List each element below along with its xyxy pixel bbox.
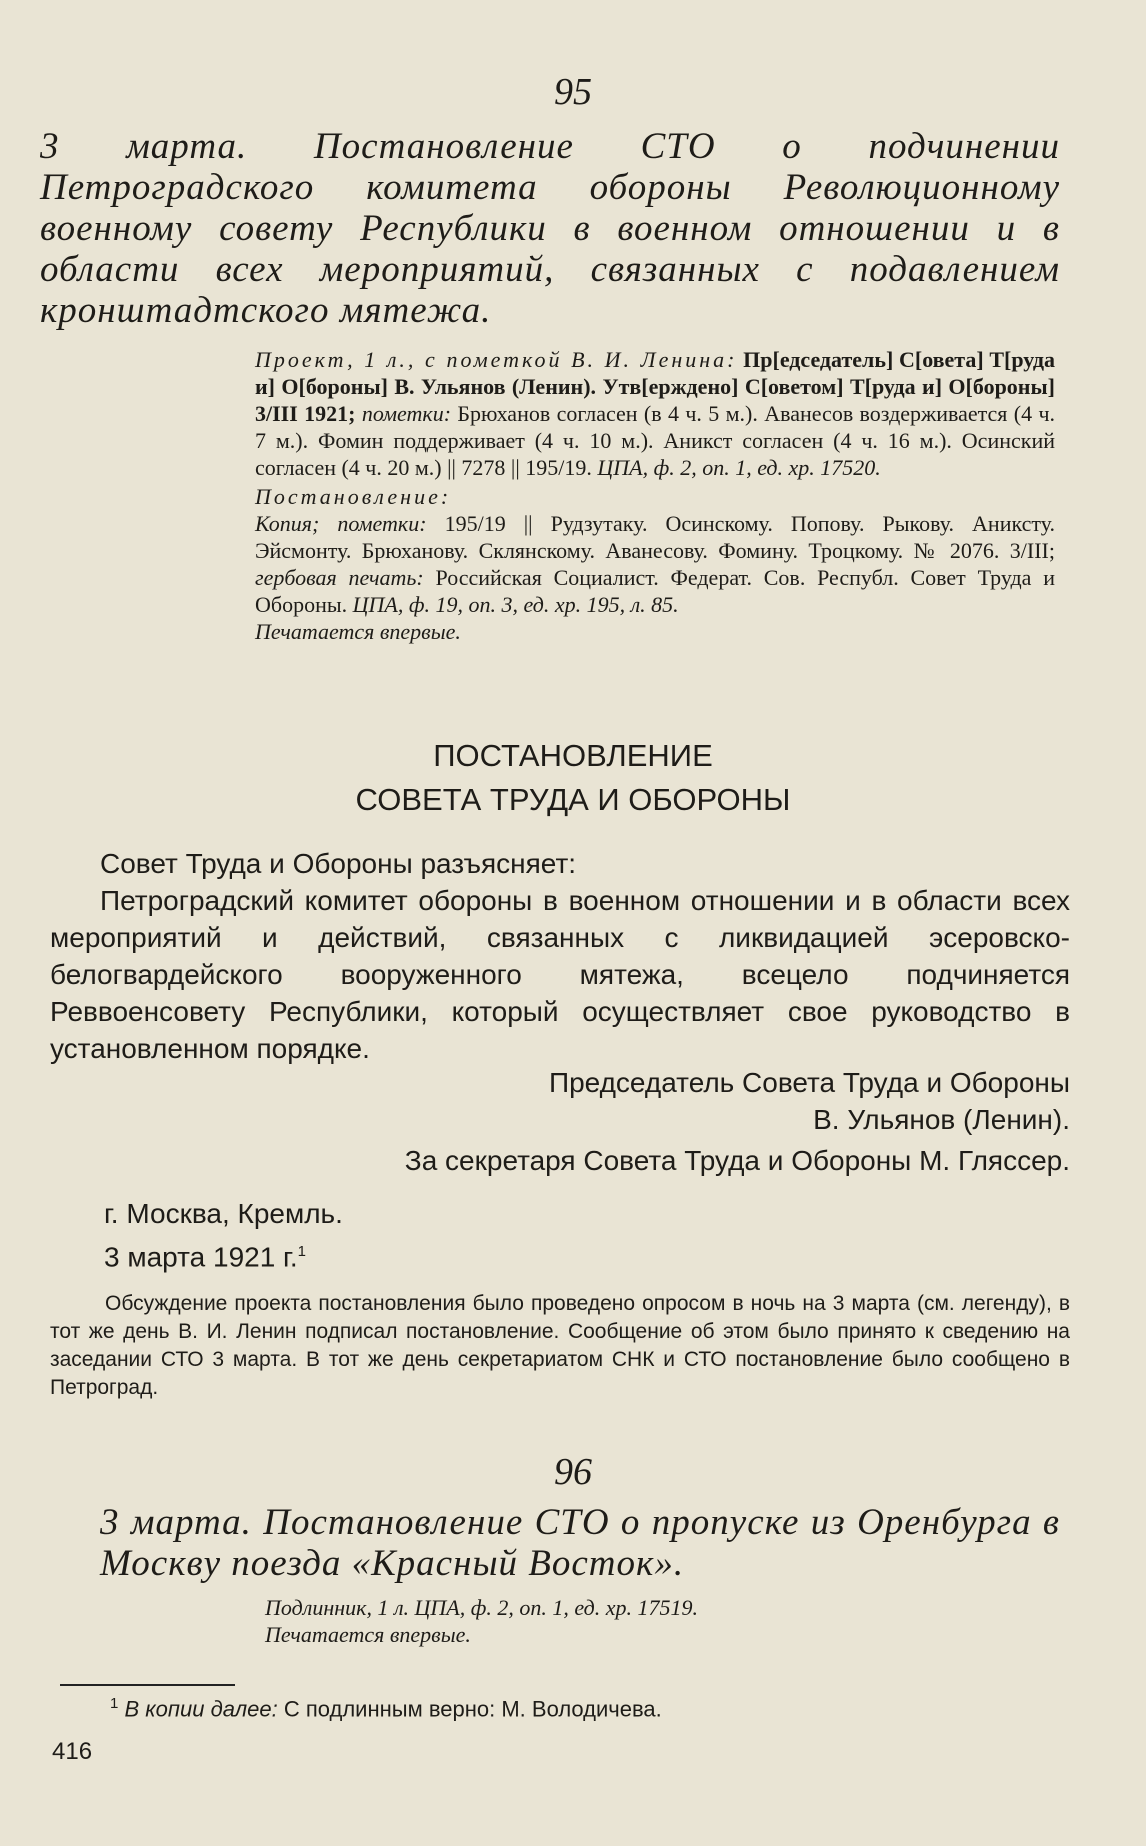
source-description [255,346,1055,645]
archive-ref: ЦПА, ф. 2, оп. 1, ед. хр. 17520. [597,455,881,480]
resolution-label: Постановление: [255,484,452,509]
resolution-body [50,845,1070,1067]
document-number: 96 [554,1451,592,1493]
body-paragraph: Петроградский комитет обороны в военном отношении и в области всех мероприятий и действий, связанных с ликвидацией эсеровско-белогвардейского вооруженного мятежа, всецело подчиняется Реввоенсовету Республики, который осуществляет свое руководство в установленном порядке. [50,885,1070,1064]
archive-ref: ЦПА, ф. 19, оп. 3, ед. хр. 195, л. 85. [352,592,679,617]
date-text: 3 марта 1921 г. [104,1241,298,1273]
secretary-line: За секретаря Совета Труда и Обороны М. Гляссер. [404,1145,1070,1176]
footnote-ref: 1 [297,1243,306,1260]
place-date-block [104,1195,343,1276]
date [104,1233,343,1276]
document-heading: 3 марта. Постановление СТО о пропуске из Оренбурга в Москву поезда «Красный Восток». [100,1502,1060,1584]
place: г. Москва, Кремль. [104,1198,343,1229]
footnote-mark: 1 [110,1695,119,1712]
source-label: Проект, 1 л., с пометкой В. И. Ленина: [255,347,738,372]
marks-text: Брюханов согласен (в 4 ч. 5 м.). Аванесов воздерживается (4 ч. 7 м.). Фомин поддерживает (4 ч. 10 м.). Аникст согласен (4 ч. 16 м.). Осинский согласен (4 ч. 20 м.) || 7278 || 195/19. [255,401,1056,480]
resolution-title [0,734,1146,822]
footnote-label: В копии далее: [124,1696,278,1722]
seal-text: Российская Социалист. Федерат. Сов. Республ. Совет Труда и Обороны. [255,565,1055,617]
source-label: Подлинник, 1 л. ЦПА, ф. 2, оп. 1, ед. хр. 17519. [265,1595,698,1620]
copy-label: Копия; пометки: [255,511,427,536]
seal-label: гербовая печать: [255,565,424,590]
footnote-text: С подлинным верно: М. Володичева. [283,1696,662,1722]
first-print-note: Печатается впервые. [255,619,461,644]
document-heading: 3 марта. Постановление СТО о подчинении Петроградского комитета обороны Революционному военному совету Республики в военном отношении и в области всех мероприятий, связанных с подавлением кронштадтского мятежа. [40,126,1060,331]
editorial-note: Обсуждение проекта постановления было проведено опросом в ночь на 3 марта (см. легенду), в тот же день В. И. Ленин подписал постановление. Сообщение об этом было принято к сведению на заседании СТО 3 марта. В тот же день секретариатом СНК и СТО постановление было сообщено в Петроград. [50,1292,1070,1399]
source-description [265,1594,1065,1648]
first-print-note: Печатается впервые. [265,1622,471,1647]
resolution-title-line: СОВЕТА ТРУДА И ОБОРОНЫ [355,782,791,817]
marks-label: пометки: [361,401,452,426]
copy-text: 195/19 || Рудзутаку. Осинскому. Попову. Рыкову. Аниксту. Эйсмонту. Брюханову. Склянскому. Аванесову. Фомину. Троцкому. № 2076. 3/III; [255,511,1056,563]
signature-block [549,1064,1070,1138]
signature-title: Председатель Совета Труда и Обороны [548,1067,1070,1098]
footnote [110,1695,662,1722]
page-number: 416 [52,1738,93,1765]
source-signature: Пр[едседатель] С[овета] Т[руда и] О[бороны] В. Ульянов (Ленин). Утв[ерждено] С[оветом] Т[руда и] О[бороны] 3/III 1921; [255,347,1056,426]
document-number: 95 [554,71,592,113]
signature-name: В. Ульянов (Ленин). [813,1104,1070,1135]
footnote-divider [60,1684,235,1686]
resolution-title-line: ПОСТАНОВЛЕНИЕ [433,738,713,773]
body-paragraph: Совет Труда и Обороны разъясняет: [100,848,577,879]
